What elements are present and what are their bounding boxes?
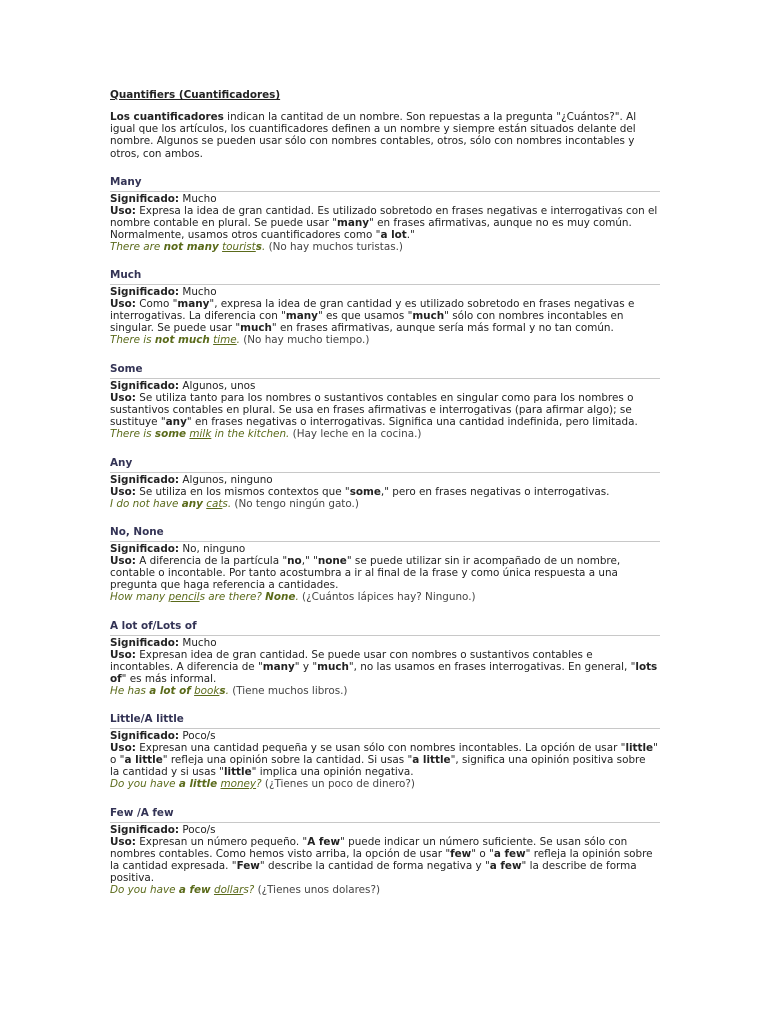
underlined-noun: pencil (168, 591, 200, 603)
significado-value: Poco/s (179, 824, 216, 836)
significado-label: Significado: (110, 824, 180, 836)
emphasis-run: . (236, 334, 240, 346)
section-any (110, 457, 660, 510)
underlined-noun: tourist (222, 241, 256, 253)
significado-value: Poco/s (179, 730, 216, 742)
emphasis-run: not much (154, 334, 210, 346)
uso-line (110, 392, 658, 428)
emphasis-run: a lot (380, 229, 407, 241)
example-sentence (110, 334, 660, 346)
section-few (110, 807, 660, 896)
example-sentence (110, 685, 660, 697)
section-heading: Many (110, 176, 660, 192)
uso-text (110, 392, 638, 428)
emphasis-run: lots of (110, 661, 658, 685)
emphasis-run: a lot of (149, 685, 191, 697)
underlined-noun: milk (189, 428, 212, 440)
section-a-lot-of (110, 620, 660, 697)
section-heading: A lot of/Lots of (110, 620, 660, 636)
example-sentence (110, 498, 660, 510)
text-run: " implica una opinión negativa. (251, 766, 414, 778)
section-heading: Some (110, 363, 660, 379)
text-run: " refleja una opinión sobre la cantidad. Si usas " (162, 754, 413, 766)
text-run: ", no las usamos en frases interrogativas. En general, " (348, 661, 636, 673)
emphasis-run: s (219, 685, 226, 697)
underlined-noun: cat (206, 498, 223, 510)
text-run: ", expresa la idea de gran cantidad y es utilizado sobretodo en frases negativas e interrogativas. La diferencia con " (110, 298, 635, 322)
emphasis-run: a little (412, 754, 451, 766)
text-run: " o " (471, 848, 494, 860)
uso-line (110, 742, 658, 778)
emphasis-run: Do you have (110, 778, 179, 790)
emphasis-run: . (295, 591, 299, 603)
section-heading: Few /A few (110, 807, 660, 823)
emphasis-run: Do you have (110, 884, 179, 896)
example-sentence (110, 241, 660, 253)
uso-text (110, 205, 657, 241)
significado-label: Significado: (110, 637, 180, 649)
text-run: (No hay mucho tiempo.) (239, 334, 370, 346)
text-run: " y " (294, 661, 318, 673)
text-run: " se puede utilizar sin ir acompañado de un nombre, contable o incontable. Por tanto acostumbra a ir al final de la frase y como única respuesta a una pregunta que haga referencia a cantidades. (110, 555, 621, 591)
text-run: Expresa la idea de gran cantidad. Es utilizado sobretodo en frases negativas e interrogativas con el nombre contable en plural. Se puede usar " (110, 205, 658, 229)
document-title: Quantifiers (Cuantificadores) (110, 89, 281, 101)
example-sentence (110, 428, 660, 440)
uso-text (110, 649, 657, 685)
emphasis-run: much (412, 310, 445, 322)
text-run: " es más informal. (121, 673, 217, 685)
section-heading: Much (110, 269, 660, 285)
text-run: (No hay muchos turistas.) (265, 241, 403, 253)
emphasis-run: little (625, 742, 654, 754)
significado-label: Significado: (110, 730, 180, 742)
underlined-noun: book (194, 685, 220, 697)
uso-line (110, 298, 658, 334)
underlined-noun: dollar (213, 884, 244, 896)
text-run: " en frases afirmativas, aunque no es muy común. Normalmente, usamos otros cuantificadores como " (110, 217, 632, 241)
emphasis-run: a few (178, 884, 211, 896)
uso-line (110, 205, 658, 241)
text-run: " es que usamos " (317, 310, 413, 322)
significado-value: Algunos, ninguno (179, 474, 273, 486)
uso-label: Uso: (110, 205, 136, 217)
uso-label: Uso: (110, 649, 136, 661)
text-run: Se utiliza tanto para los nombres o sustantivos contables en singular como para los nombres o sustantivos contables en plural. Se usa en frases afirmativas e interrogativas (para afirmar algo); se sustituye " (110, 392, 634, 428)
text-run: (Hay leche en la cocina.) (289, 428, 422, 440)
emphasis-run: some (154, 428, 187, 440)
text-run: ," " (301, 555, 318, 567)
text-run: (¿Tienes un poco de dinero?) (261, 778, 415, 790)
emphasis-run: . (261, 241, 266, 253)
text-run: Se utiliza en los mismos contextos que " (135, 486, 350, 498)
text-run: Como " (135, 298, 178, 310)
text-run: " o " (110, 742, 658, 766)
emphasis-run: many (337, 217, 370, 229)
emphasis-run: much (240, 322, 272, 334)
emphasis-run: None (265, 591, 296, 603)
text-run: (¿Cuántos lápices hay? Ninguno.) (298, 591, 476, 603)
emphasis-run: A few (307, 836, 341, 848)
significado-line (110, 193, 660, 205)
section-no-none (110, 526, 660, 603)
emphasis-run: a little (124, 754, 163, 766)
emphasis-run: Few (236, 860, 260, 872)
text-run: " la describe de forma positiva. (110, 860, 637, 884)
emphasis-run: any (181, 498, 203, 510)
significado-label: Significado: (110, 193, 180, 205)
emphasis-run: none (317, 555, 347, 567)
text-run: " describe la cantidad de forma negativa y " (259, 860, 490, 872)
text-run: " puede indicar un número suficiente. Se usan sólo con nombres contables. Como hemos visto arriba, la opción de usar " (110, 836, 628, 860)
uso-text (136, 486, 610, 498)
significado-value: Mucho (179, 637, 217, 649)
significado-line (110, 824, 660, 836)
example-sentence (110, 778, 660, 790)
emphasis-run: much (317, 661, 349, 673)
section-some (110, 363, 660, 440)
emphasis-run: a little (178, 778, 218, 790)
uso-text (110, 742, 658, 778)
emphasis-run: s are there? (199, 591, 266, 603)
uso-label: Uso: (110, 836, 136, 848)
significado-line (110, 380, 660, 392)
text-run: (Tiene muchos libros.) (228, 685, 348, 697)
significado-line (110, 543, 660, 555)
text-run: Expresan una cantidad pequeña y se usan sólo con nombres incontables. La opción de usar " (135, 742, 626, 754)
significado-line (110, 286, 660, 298)
text-run: " en frases afirmativas, aunque sería más formal y no tan común. (271, 322, 614, 334)
text-run: " en frases negativas o interrogativas. Significa una cantidad indefinida, pero limitada. (186, 416, 638, 428)
emphasis-run: I do not have (110, 498, 182, 510)
text-run: ," pero en frases negativas o interrogativas. (380, 486, 610, 498)
significado-label: Significado: (110, 474, 180, 486)
text-run: (No tengo ningún gato.) (231, 498, 359, 510)
emphasis-run: a few (489, 860, 522, 872)
significado-label: Significado: (110, 286, 180, 298)
emphasis-run: There are (110, 241, 164, 253)
uso-line (110, 555, 658, 591)
emphasis-run: . (225, 685, 229, 697)
significado-line (110, 730, 660, 742)
section-heading: No, None (110, 526, 660, 542)
section-little (110, 713, 660, 790)
text-run: Expresan idea de gran cantidad. Se puede usar con nombres o sustantivos contables e incontables. A diferencia de " (110, 649, 593, 673)
emphasis-run: s (255, 241, 262, 253)
section-heading: Little/A little (110, 713, 660, 729)
significado-line (110, 637, 660, 649)
text-run: (¿Tienes unos dolares?) (254, 884, 381, 896)
emphasis-run: a few (493, 848, 526, 860)
underlined-noun: money (220, 778, 257, 790)
uso-label: Uso: (110, 742, 136, 754)
significado-value: Algunos, unos (179, 380, 256, 392)
emphasis-run: There is (110, 428, 155, 440)
uso-text (110, 555, 620, 591)
text-run: ", significa una opinión positiva sobre la cantidad y si usas " (110, 754, 646, 778)
emphasis-run: many (285, 310, 318, 322)
emphasis-run: some (349, 486, 381, 498)
significado-value: No, ninguno (179, 543, 246, 555)
uso-label: Uso: (110, 486, 136, 498)
intro-bold-term: Los cuantificadores (110, 111, 224, 123)
text-run: " refleja la opinión sobre la cantidad expresada. " (110, 848, 653, 872)
emphasis-run: s? (243, 884, 255, 896)
example-sentence (110, 884, 660, 896)
underlined-noun: time (213, 334, 237, 346)
intro-paragraph (110, 111, 640, 160)
section-many (110, 176, 660, 253)
emphasis-run: little (223, 766, 252, 778)
text-run: A diferencia de la partícula " (135, 555, 288, 567)
emphasis-run: There is (110, 334, 155, 346)
uso-text (110, 298, 634, 334)
significado-line (110, 474, 660, 486)
emphasis-run: many (262, 661, 295, 673)
emphasis-run: in the kitchen. (211, 428, 290, 440)
uso-line (110, 649, 658, 685)
uso-label: Uso: (110, 298, 136, 310)
example-sentence (110, 591, 660, 603)
uso-label: Uso: (110, 392, 136, 404)
emphasis-run: not many (163, 241, 219, 253)
text-run: Expresan un número pequeño. " (135, 836, 308, 848)
emphasis-run: no (287, 555, 302, 567)
text-run: " sólo con nombres incontables en singular. Se puede usar " (110, 310, 624, 334)
emphasis-run: How many (110, 591, 169, 603)
section-heading: Any (110, 457, 660, 473)
uso-line (110, 486, 658, 498)
significado-value: Mucho (179, 193, 217, 205)
uso-label: Uso: (110, 555, 136, 567)
uso-line (110, 836, 658, 884)
intro-text: indican la cantitad de un nombre. Son repuestas a la pregunta "¿Cuántos?". Al igual que los artículos, los cuantificadores definen a un nombre y siempre están situados delante del nombre. Algunos se pueden usar sólo con nombres contables, otros, sólo con nombres incontables y otros, con ambos. (110, 111, 637, 160)
emphasis-run: He has (110, 685, 150, 697)
significado-label: Significado: (110, 543, 180, 555)
emphasis-run: any (165, 416, 187, 428)
emphasis-run: ? (256, 778, 262, 790)
uso-text (110, 836, 653, 884)
section-much (110, 269, 660, 346)
significado-value: Mucho (179, 286, 217, 298)
significado-label: Significado: (110, 380, 180, 392)
emphasis-run: few (450, 848, 472, 860)
emphasis-run: s. (222, 498, 232, 510)
text-run: ." (406, 229, 415, 241)
emphasis-run: many (177, 298, 210, 310)
